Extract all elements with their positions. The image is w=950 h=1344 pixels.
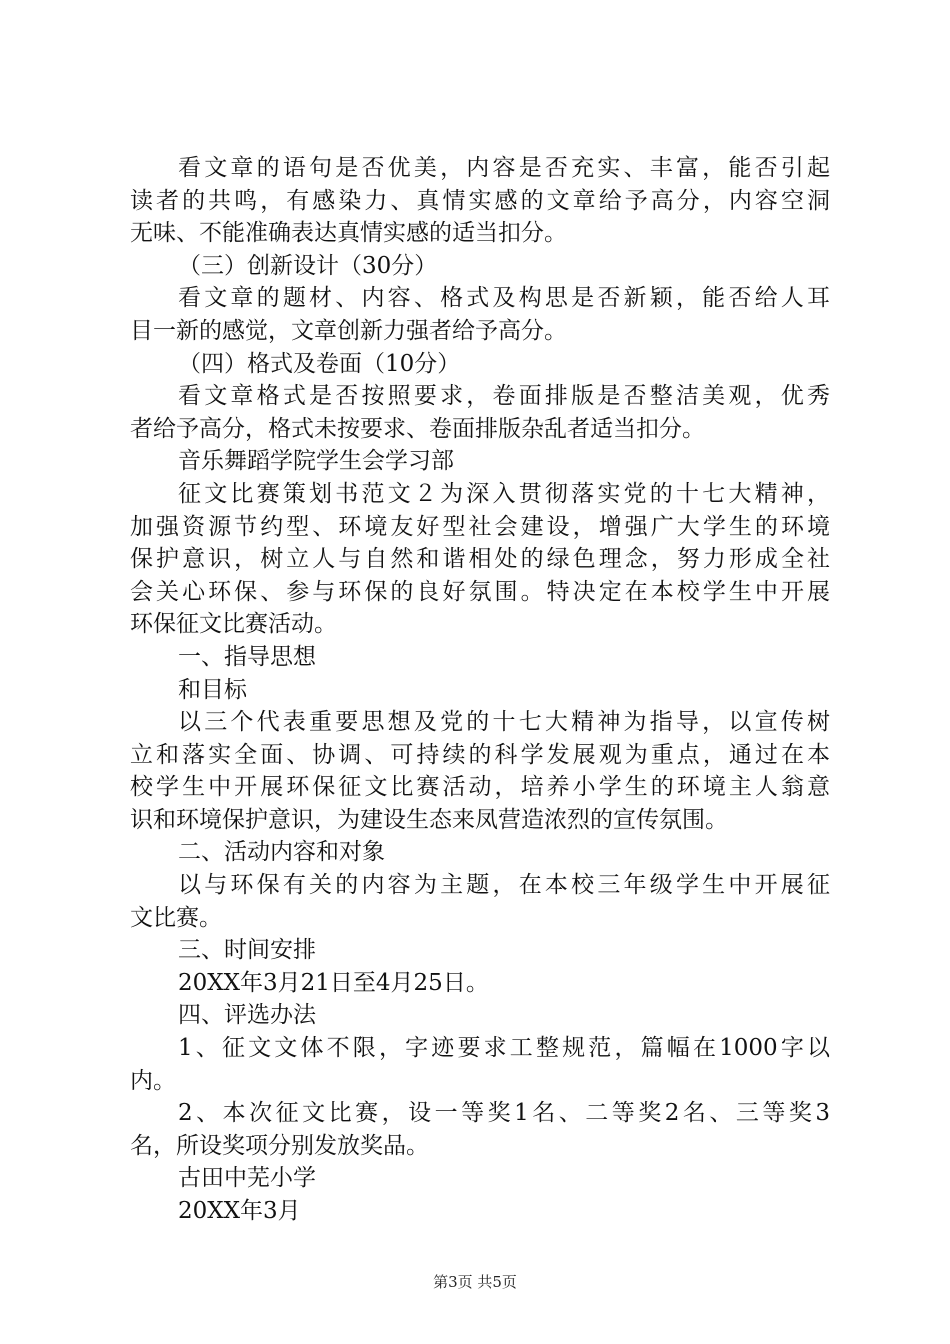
text-line: 古田中芜小学: [178, 1165, 316, 1192]
paragraph: [130, 445, 830, 478]
paragraph: [130, 967, 830, 1000]
text-line: 音乐舞蹈学院学生会学习部: [178, 448, 454, 475]
text-line: 三、时间安排: [178, 937, 316, 964]
paragraph: [130, 869, 830, 934]
text-line: 看文章的语句是否优美，内容是否充实、丰富，能否引起: [178, 155, 830, 181]
text-line: 2、本次征文比赛，设一等奖1名、二等奖2名、三等奖3: [178, 1100, 830, 1127]
text-line: 看文章的题材、内容、格式及构思是否新颖，能否给人耳: [178, 285, 830, 312]
text-line: 1、征文文体不限，字迹要求工整规范，篇幅在1000字以: [178, 1035, 830, 1062]
paragraph: [130, 1162, 830, 1195]
text-line: 目一新的感觉，文章创新力强者给予高分。: [130, 317, 567, 344]
paragraph: [130, 1097, 830, 1162]
text-line: 加强资源节约型、环境友好型社会建设，增强广大学生的环境: [130, 513, 830, 540]
text-line: 20XX年3月21日至4月25日。: [178, 969, 489, 996]
text-line: 20XX年3月: [178, 1198, 301, 1224]
paragraph: [130, 706, 830, 836]
text-line: 校学生中开展环保征文比赛活动，培养小学生的环境主人翁意: [130, 774, 830, 801]
text-line: 会关心环保、参与环保的良好氛围。特决定在本校学生中开展: [130, 578, 830, 605]
text-line: 以三个代表重要思想及党的十七大精神为指导，以宣传树: [178, 709, 830, 736]
text-line: 以与环保有关的内容为主题，在本校三年级学生中开展征: [178, 872, 830, 899]
paragraph: [130, 1195, 830, 1228]
paragraph: [130, 674, 830, 707]
paragraph: [130, 282, 830, 347]
paragraph: [130, 348, 830, 381]
text-line: 看文章格式是否按照要求，卷面排版是否整洁美观，优秀: [178, 383, 830, 410]
text-line: 无味、不能准确表达真情实感的适当扣分。: [130, 220, 567, 247]
page-footer: 第3页 共5页: [433, 1273, 517, 1291]
text-line: 名，所设奖项分别发放奖品。: [130, 1132, 429, 1159]
text-line: 文比赛。: [130, 904, 222, 931]
paragraph: [130, 478, 830, 641]
text-line: 读者的共鸣，有感染力、真情实感的文章给予高分，内容空洞: [130, 187, 830, 214]
paragraph: [130, 641, 830, 674]
text-line: 环保征文比赛活动。: [130, 611, 337, 638]
text-line: 内。: [130, 1067, 176, 1094]
text-line: 立和落实全面、协调、可持续的科学发展观为重点，通过在本: [130, 741, 830, 768]
text-line: 识和环境保护意识，为建设生态来凤营造浓烈的宣传氛围。: [130, 806, 728, 833]
paragraph: [130, 934, 830, 967]
paragraph: [130, 380, 830, 445]
document-body: [130, 152, 830, 1228]
text-line: 二、活动内容和对象: [178, 839, 385, 866]
paragraph: [130, 1032, 830, 1097]
paragraph: [130, 836, 830, 869]
paragraph: [130, 250, 830, 283]
text-line: 一、指导思想: [178, 643, 316, 670]
paragraph: [130, 152, 830, 250]
text-line: 保护意识，树立人与自然和谐相处的绿色理念，努力形成全社: [130, 546, 830, 573]
text-line: （四）格式及卷面（10分）: [178, 350, 461, 377]
text-line: 和目标: [178, 676, 247, 703]
text-line: 者给予高分，格式未按要求、卷面排版杂乱者适当扣分。: [130, 415, 705, 442]
paragraph: [130, 999, 830, 1032]
text-line: 征文比赛策划书范文２为深入贯彻落实党的十七大精神，: [178, 480, 830, 507]
text-line: （三）创新设计（30分）: [178, 252, 438, 279]
text-line: 四、评选办法: [178, 1002, 316, 1029]
